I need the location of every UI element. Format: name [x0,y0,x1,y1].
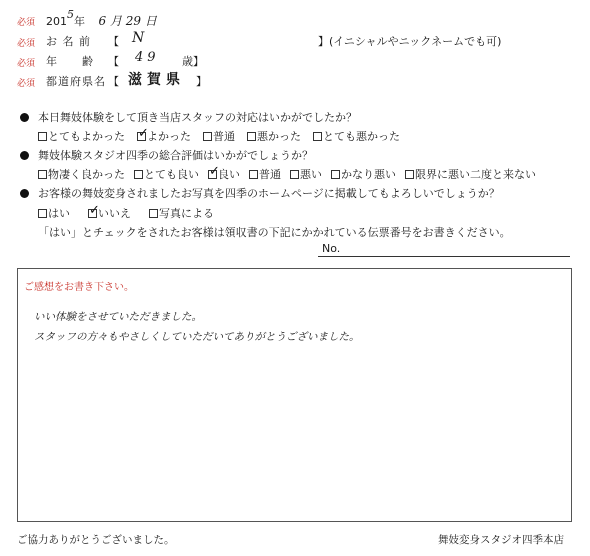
name-value[interactable]: N [132,30,145,46]
required-tag-date: 必須 [17,18,36,28]
check-mark-icon: ✓ [138,125,149,141]
question-1-option[interactable] [313,128,400,144]
question-1-option[interactable] [137,125,191,144]
question-3-options [38,202,214,221]
question-bullet-3 [20,189,29,198]
checkbox[interactable] [203,132,212,141]
date-year-label: 年 [74,15,85,28]
required-tag-age: 必須 [17,59,36,69]
question-2-text: 舞妓体験スタジオ四季の総合評価はいかがでしょうか？ [38,149,313,162]
option-label: 良い [218,168,240,181]
option-label: 物凄く良かった [48,168,125,181]
age-close-bracket: 歳】 [182,55,204,68]
age-open-bracket: 【 [108,55,119,68]
question-2-option[interactable] [134,166,199,182]
check-mark-icon: ✓ [209,163,220,179]
question-3-option[interactable] [149,205,214,221]
option-label: とてもよかった [48,130,125,143]
question-2-option[interactable] [208,163,240,182]
question-bullet-1 [20,113,29,122]
question-2-option[interactable] [38,166,125,182]
required-tag-name: 必須 [17,39,36,49]
checkbox[interactable] [38,170,47,179]
question-3-text: お客様の舞妓変身されましたお写真を四季のホームページに掲載してもよろしいでしょうか？ [38,187,500,200]
option-label: とても良い [144,168,199,181]
option-label: かなり悪い [341,168,396,181]
question-1-options [38,125,400,144]
comment-line-2: スタッフの方々もやさしくしていただいてありがとうございました。 [34,331,360,343]
date-field[interactable] [46,8,157,29]
question-1-option[interactable] [247,128,301,144]
name-close-bracket: 】(イニシャルやニックネームでも可) [318,35,502,48]
slip-number-label: No. [322,242,341,255]
question-2-option[interactable] [405,166,536,182]
question-1-option[interactable] [38,128,125,144]
check-mark-icon: ✓ [89,202,100,218]
option-label: 悪かった [257,130,301,143]
required-tag-pref: 必須 [17,79,36,89]
checkbox[interactable] [38,132,47,141]
checkbox[interactable] [137,125,149,141]
comment-box[interactable] [17,268,572,522]
footer-shop-name: 舞妓変身スタジオ四季本店 [438,534,564,546]
option-label: とても悪かった [323,130,400,143]
option-label: 悪い [300,168,322,181]
question-2-option[interactable] [290,166,322,182]
date-year-handwritten: 5 [67,8,74,21]
checkbox[interactable] [208,163,220,179]
option-label: はい [48,207,70,220]
checkbox[interactable] [313,132,322,141]
prefecture-value[interactable]: 滋賀県 [128,72,185,88]
age-value[interactable]: 49 [135,50,160,65]
option-label: よかった [147,130,191,143]
question-2-options [38,163,536,182]
checkbox[interactable] [88,202,100,218]
comment-title: ご感想をお書き下さい。 [24,282,134,293]
pref-open-bracket: 【 [108,75,119,88]
checkbox[interactable] [331,170,340,179]
option-label: 普通 [259,168,281,181]
pref-close-bracket: 】 [196,75,207,88]
option-label: 普通 [213,130,235,143]
footer-thanks: ご協力ありがとうございました。 [17,534,175,546]
checkbox[interactable] [405,170,414,179]
question-1-text: 本日舞妓体験をして頂き当店スタッフの対応はいかがでしたか？ [38,111,357,124]
checkbox[interactable] [249,170,258,179]
checkbox[interactable] [290,170,299,179]
question-2-option[interactable] [331,166,396,182]
question-3-option[interactable] [88,202,131,221]
checkbox[interactable] [38,209,47,218]
checkbox[interactable] [247,132,256,141]
publish-note: 「はい」とチェックをされたお客様は領収書の下記にかかれている伝票番号をお書きください。 [38,226,511,239]
option-label: 写真による [159,207,214,220]
date-year-prefix: 201 [46,15,67,28]
question-bullet-2 [20,151,29,160]
question-3-option[interactable] [38,205,70,221]
question-2-option[interactable] [249,166,281,182]
slip-number-line[interactable] [318,256,570,257]
prefecture-label: 都道府県名 [46,75,106,88]
name-label: お 名 前 [46,35,91,48]
age-label: 年 齢 [46,55,94,68]
checkbox[interactable] [134,170,143,179]
checkbox[interactable] [149,209,158,218]
comment-line-1: いい体験をさせていただきました。 [34,311,202,323]
date-month-day: 6 月 29 日 [98,14,157,28]
name-open-bracket: 【 [108,35,119,48]
question-1-option[interactable] [203,128,235,144]
option-label: 限界に悪い二度と来ない [415,168,536,181]
option-label: いいえ [98,207,131,220]
